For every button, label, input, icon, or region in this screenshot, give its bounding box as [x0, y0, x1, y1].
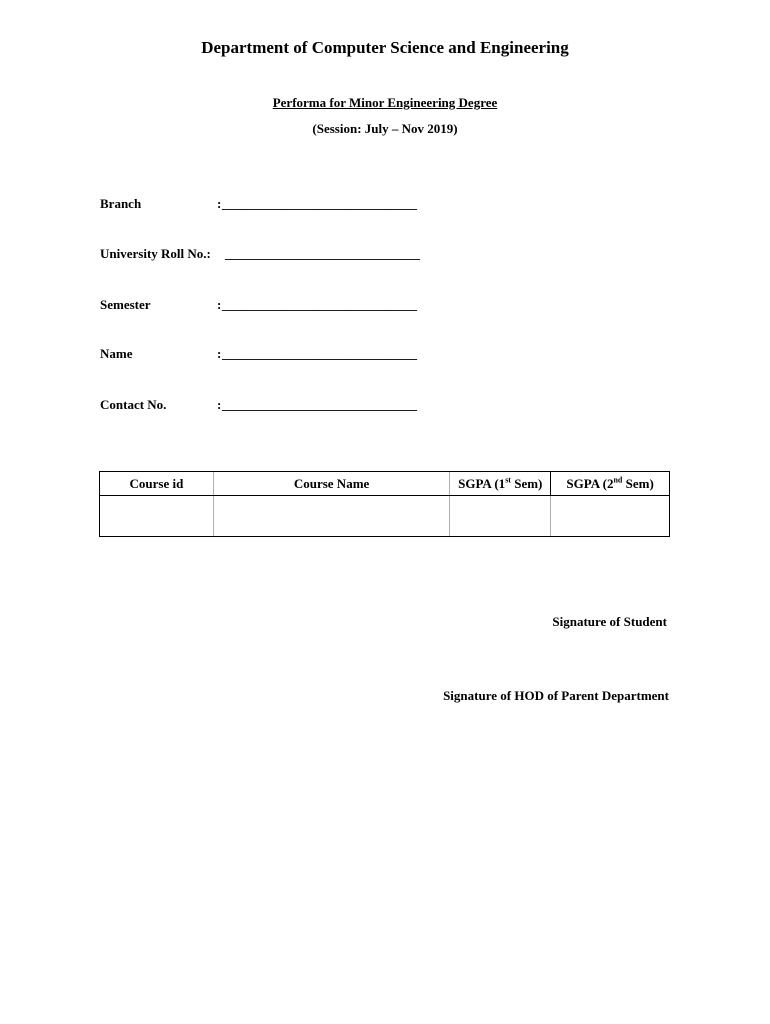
- contact-separator: :: [217, 397, 222, 412]
- header-sgpa-1st-sem: [450, 472, 551, 496]
- branch-field[interactable]: ______________________________: [222, 196, 417, 211]
- semester-field[interactable]: ______________________________: [222, 297, 417, 312]
- contact-label: Contact No.: [100, 397, 167, 412]
- course-name-cell[interactable]: [213, 496, 450, 537]
- sgpa1-prefix: SGPA (1: [458, 475, 506, 491]
- semester-label: Semester: [100, 297, 151, 312]
- course-table: [99, 471, 670, 537]
- sgpa2-suffix: Sem): [622, 475, 654, 491]
- sgpa2-sup: nd: [613, 475, 623, 485]
- page-title: Department of Computer Science and Engineering: [201, 38, 569, 57]
- semester-separator: :: [217, 297, 222, 312]
- name-field[interactable]: ______________________________: [222, 346, 417, 361]
- course-id-cell[interactable]: [100, 496, 214, 537]
- header-sgpa-2nd-sem: [551, 472, 670, 496]
- contact-field[interactable]: ______________________________: [222, 397, 417, 412]
- form-subtitle: Performa for Minor Engineering Degree: [272, 95, 498, 110]
- table-header-row: [100, 472, 670, 496]
- name-label: Name: [100, 346, 133, 361]
- roll-no-field[interactable]: ______________________________: [225, 246, 420, 261]
- sgpa-2nd-sem-cell[interactable]: [551, 496, 670, 537]
- table-row: [100, 496, 670, 537]
- sgpa2-prefix: SGPA (2: [566, 475, 614, 491]
- hod-signature: Signature of HOD of Parent Department: [443, 688, 669, 703]
- header-course-id: Course id: [100, 472, 214, 496]
- branch-separator: :: [217, 196, 222, 211]
- sgpa-1st-sem-cell[interactable]: [450, 496, 551, 537]
- student-signature: Signature of Student: [552, 614, 667, 629]
- name-separator: :: [217, 346, 222, 361]
- sgpa1-sup: st: [505, 475, 511, 485]
- branch-label: Branch: [100, 196, 142, 211]
- roll-no-label: University Roll No.:: [100, 246, 211, 261]
- header-course-name: Course Name: [213, 472, 450, 496]
- sgpa1-suffix: Sem): [510, 475, 543, 491]
- session-text: (Session: July – Nov 2019): [312, 121, 458, 136]
